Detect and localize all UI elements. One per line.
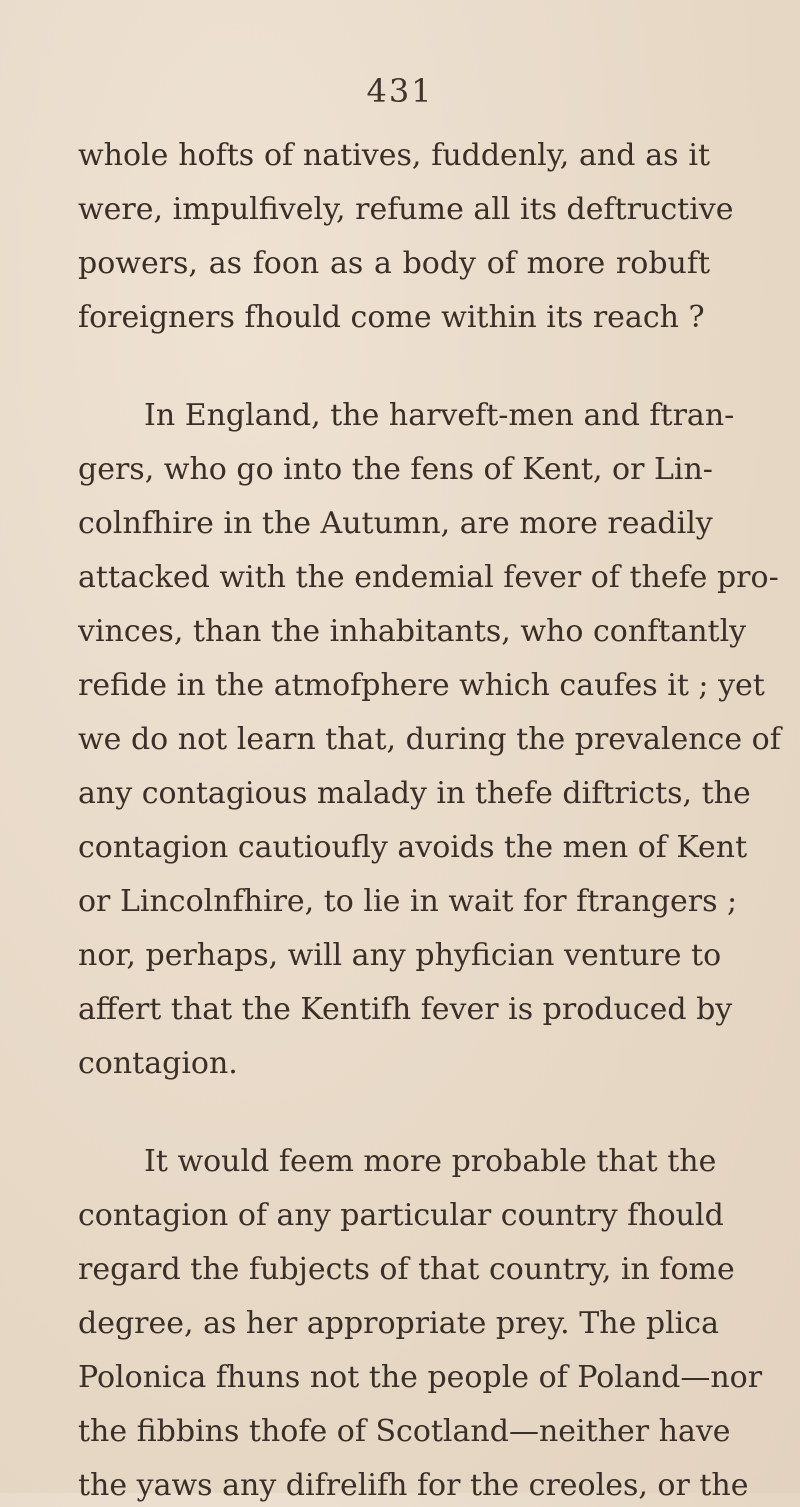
text-line: foreigners fhould come within its reach ? <box>78 300 705 335</box>
text-line: gers, who go into the fens of Kent, or Lin- <box>78 452 713 487</box>
text-line: contagion. <box>78 1046 238 1081</box>
text-line: attacked with the endemial fever of thefe pro- <box>78 560 779 595</box>
text-line: Polonica fhuns not the people of Poland—nor <box>78 1360 763 1395</box>
text-line: whole hofts of natives, fuddenly, and as it <box>78 138 710 173</box>
text-line: any contagious malady in thefe diftricts, the <box>78 776 751 811</box>
text-line: the fibbins thofe of Scotland—neither have <box>78 1414 731 1449</box>
text-line: degree, as her appropriate prey. The plica <box>78 1306 719 1341</box>
text-line: or Lincolnfhire, to lie in wait for ftrangers ; <box>78 884 738 919</box>
text-line: refide in the atmofphere which caufes it ; yet <box>78 668 765 703</box>
text-line: we do not learn that, during the prevalence of <box>78 722 781 757</box>
text-line: contagion of any particular country fhould <box>78 1198 724 1233</box>
text-line: nor, perhaps, will any phyfician venture to <box>78 938 722 973</box>
text-line: vinces, than the inhabitants, who conftantly <box>78 614 747 649</box>
text-line: colnfhire in the Autumn, are more readily <box>78 506 713 541</box>
page-number: 431 <box>366 72 434 110</box>
text-line: It would feem more probable that the <box>144 1144 717 1179</box>
text-line: affert that the Kentifh fever is produced by <box>78 992 733 1027</box>
text-line: powers, as foon as a body of more robuft <box>78 246 710 281</box>
text-line: regard the fubjects of that country, in fome <box>78 1252 735 1287</box>
text-line: the yaws any difrelifh for the creoles, or the <box>78 1468 749 1503</box>
text-line: contagion cautioufly avoids the men of Kent <box>78 830 748 865</box>
text-line: In England, the harveft-men and ftran- <box>144 398 735 433</box>
text-line: were, impulfively, refume all its deftructive <box>78 192 734 227</box>
